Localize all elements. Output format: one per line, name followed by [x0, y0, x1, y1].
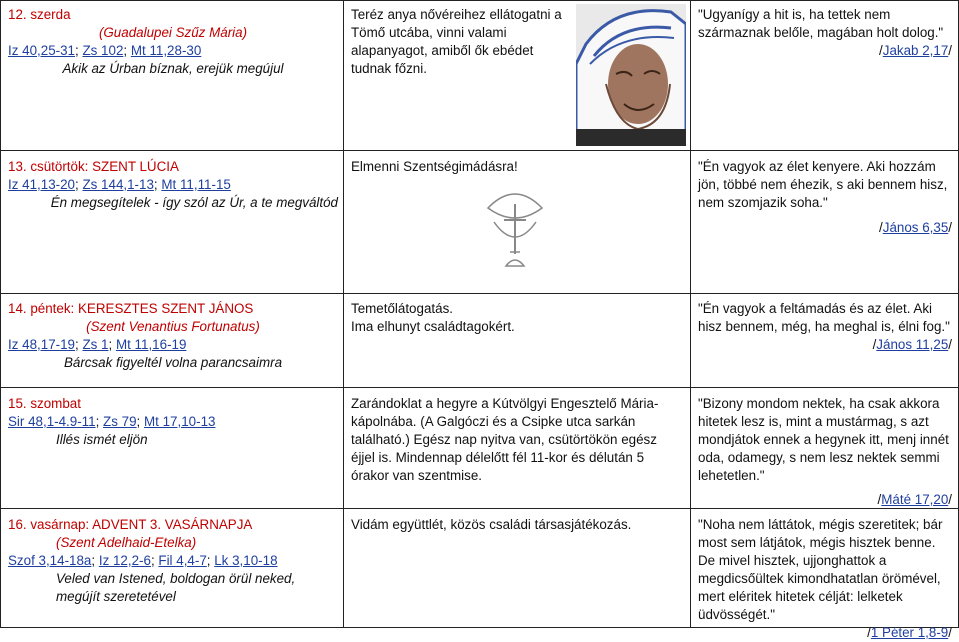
- scripture-refs: Iz 48,17-19; Zs 1; Mt 11,16-19: [8, 337, 187, 352]
- quote-reference: /János 6,35/: [879, 220, 952, 235]
- saint-subtitle: (Szent Adelhaid-Etelka): [56, 535, 197, 550]
- ref-link[interactable]: Zs 144,1-13: [82, 177, 154, 192]
- program-text: Elmenni Szentségimádásra!: [351, 159, 518, 174]
- day-heading: 15. szombat: [8, 396, 81, 411]
- quote-reference: /Jakab 2,17/: [879, 43, 952, 58]
- ref-link[interactable]: Fil 4,4-7: [158, 553, 207, 568]
- ref-link[interactable]: Mt 11,11-15: [161, 177, 231, 192]
- quote-reference: /1 Péter 1,8-9/: [867, 625, 952, 640]
- chalice-cross-icon: [480, 182, 550, 270]
- scripture-refs: Iz 41,13-20; Zs 144,1-13; Mt 11,11-15: [8, 177, 231, 192]
- quote-cell-16: [698, 516, 952, 642]
- day-heading: 12. szerda: [8, 7, 71, 22]
- quote-reference: /János 11,25/: [872, 337, 952, 352]
- quote-reference: /Máté 17,20/: [877, 492, 952, 507]
- ref-link[interactable]: Lk 3,10-18: [214, 553, 278, 568]
- motto: Bárcsak figyeltél volna parancsaimra: [63, 355, 283, 370]
- motto: Veled van Istened, boldogan örül neked, megújít szeretetével: [56, 571, 296, 604]
- program-text: Teréz anya nővéreihez ellátogatni a Tömő utcába, vinni valami alapanyagot, amiből ők ebédet tudnak főzni.: [351, 7, 562, 76]
- quote-text: "Én vagyok az élet kenyere. Aki hozzám jön, többé nem éhezik, s aki bennem hisz, nem szomjazik soha.": [698, 159, 948, 210]
- motto: Én megsegítelek - így szól az Úr, a te megváltód: [50, 195, 338, 210]
- ref-link[interactable]: Mt 11,16-19: [115, 337, 187, 352]
- ref-link[interactable]: Sir 48,1-4.9-11: [8, 414, 96, 429]
- ref-link[interactable]: Mt 11,28-30: [130, 43, 202, 58]
- rule: [0, 293, 959, 294]
- rule: [343, 0, 344, 628]
- day-cell-12: [8, 6, 338, 78]
- program-cell-15: [351, 395, 671, 485]
- rule: [0, 387, 959, 388]
- quote-text: "Noha nem láttátok, mégis szeretitek; bár most sem látjátok, mégis hisztek benne. De mivel hisztek, ujjonghattok a megdicsőültek kimondhatatlan örömével, mert eléritek hitetek célját: lelketek üdvösségét.": [698, 517, 943, 622]
- quote-text: "Én vagyok a feltámadás és az élet. Aki hisz bennem, még, ha meghal is, élni fog.": [698, 301, 950, 334]
- rule: [0, 0, 959, 1]
- motto: Illés ismét eljön: [56, 432, 148, 447]
- day-cell-13: [8, 158, 338, 212]
- ref-link[interactable]: Zs 79: [103, 414, 137, 429]
- portrait-image: [576, 4, 686, 146]
- day-cell-16: [8, 516, 338, 606]
- quote-cell-13: [698, 158, 952, 237]
- rule: [0, 0, 1, 628]
- ref-link[interactable]: Zs 102: [82, 43, 124, 58]
- quote-text: "Bizony mondom nektek, ha csak akkora hitetek lesz is, mint a mustármag, s azt mondjátok ennek a hegynek itt, menj innét oda, odamegy, s nem lesz nektek semmi lehetetlen.": [698, 396, 949, 483]
- ref-link[interactable]: Iz 40,25-31: [8, 43, 75, 58]
- program-cell-12: [351, 6, 566, 78]
- day-heading: 14. péntek: KERESZTES SZENT JÁNOS: [8, 301, 254, 316]
- scripture-refs: Sir 48,1-4.9-11; Zs 79; Mt 17,10-13: [8, 414, 216, 429]
- ref-link[interactable]: Iz 48,17-19: [8, 337, 75, 352]
- quote-text: "Ugyanígy a hit is, ha tettek nem származnak belőle, magában holt dolog.": [698, 7, 944, 40]
- ref-link[interactable]: Szof 3,14-18a: [8, 553, 92, 568]
- day-heading: 13. csütörtök: SZENT LÚCIA: [8, 159, 179, 174]
- scripture-refs: Szof 3,14-18a; Iz 12,2-6; Fil 4,4-7; Lk 3,10-18: [8, 553, 278, 568]
- ref-link[interactable]: Zs 1: [82, 337, 109, 352]
- program-cell-16: [351, 516, 681, 534]
- quote-ref-link[interactable]: Jakab 2,17: [882, 43, 949, 58]
- quote-ref-link[interactable]: Máté 17,20: [881, 492, 949, 507]
- quote-ref-link[interactable]: János 11,25: [876, 337, 949, 352]
- program-cell-13: [351, 158, 681, 176]
- scripture-refs: Iz 40,25-31; Zs 102; Mt 11,28-30: [8, 43, 202, 58]
- motto: Akik az Úrban bíznak, erejük megújul: [62, 61, 284, 76]
- day-cell-15: [8, 395, 338, 449]
- rule: [690, 0, 691, 628]
- program-text: Zarándoklat a hegyre a Kútvölgyi Engesztelő Mária-kápolnába. (A Galgóczi és a Csipke utca sarkán található.) Egész nap nyitva van, csütörtökön egész éjjel is. Mindennap délelőtt fél 11-kor és délután 5 órakor van szentmise.: [351, 396, 659, 483]
- program-text: Vidám együttlét, közös családi társasjátékozás.: [351, 517, 632, 532]
- ref-link[interactable]: Mt 17,10-13: [144, 414, 216, 429]
- chalice-cross-graphic: [480, 182, 550, 270]
- ref-link[interactable]: Iz 41,13-20: [8, 177, 75, 192]
- rule: [0, 150, 959, 151]
- program-cell-14: [351, 300, 681, 336]
- ref-link[interactable]: Iz 12,2-6: [98, 553, 151, 568]
- quote-cell-14: [698, 300, 952, 354]
- program-text-2: Ima elhunyt családtagokért.: [351, 319, 515, 334]
- day-cell-14: [8, 300, 338, 372]
- saint-subtitle: (Guadalupei Szűz Mária): [98, 25, 248, 40]
- quote-cell-12: [698, 6, 952, 60]
- quote-ref-link[interactable]: János 6,35: [882, 220, 949, 235]
- saint-subtitle: (Szent Venantius Fortunatus): [86, 319, 260, 334]
- day-heading: 16. vasárnap: ADVENT 3. VASÁRNAPJA: [8, 517, 253, 532]
- mother-teresa-portrait: [576, 4, 686, 146]
- quote-cell-15: [698, 395, 952, 509]
- quote-ref-link[interactable]: 1 Péter 1,8-9: [870, 625, 949, 640]
- program-text-1: Temetőlátogatás.: [351, 301, 453, 316]
